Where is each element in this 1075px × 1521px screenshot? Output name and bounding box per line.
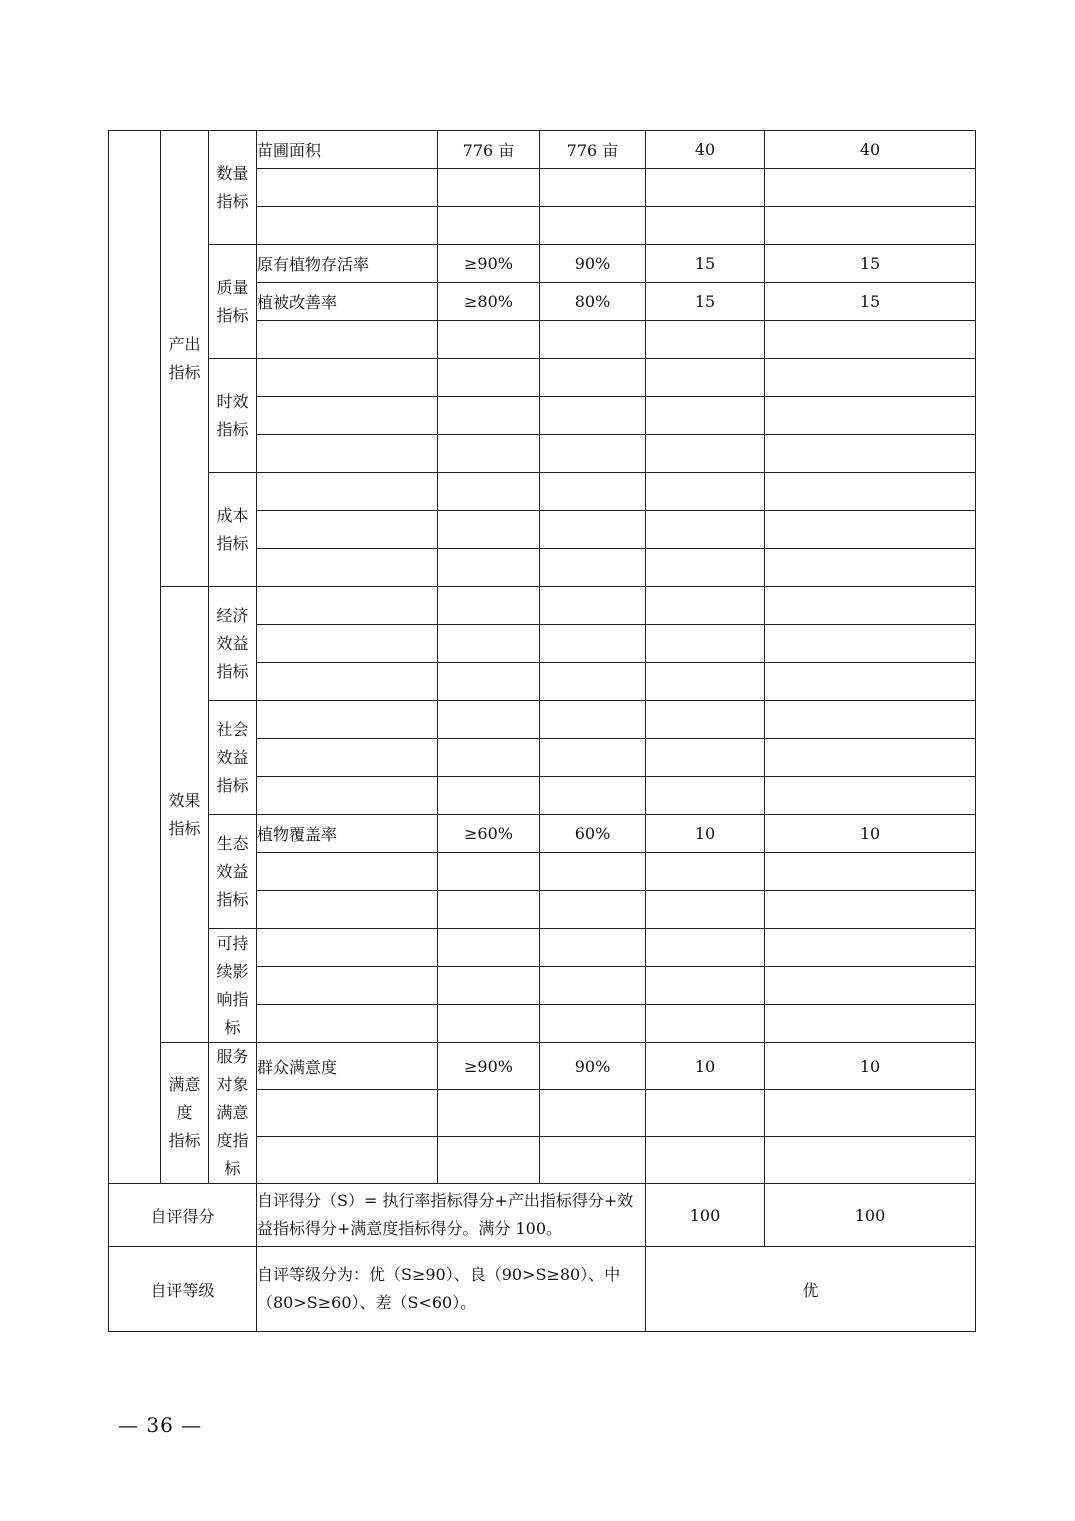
indicator-row: [109, 815, 976, 853]
indicator-name: 植物覆盖率: [257, 815, 438, 853]
score-value: [765, 1005, 976, 1043]
target-value: [438, 473, 540, 511]
weight-value: [646, 929, 765, 967]
score-value: [765, 663, 976, 701]
weight-value: [646, 777, 765, 815]
indicator-row: [109, 473, 976, 511]
self-score-value: 100: [765, 1184, 976, 1247]
actual-value: [540, 663, 646, 701]
weight-value: [646, 1090, 765, 1137]
indicator-row: [109, 701, 976, 739]
self-grade-description: 自评等级分为：优（S≥90）、良（90>S≥80）、中（80>S≥60）、差（S<60）。: [257, 1247, 646, 1332]
actual-value: [540, 359, 646, 397]
actual-value: [540, 967, 646, 1005]
level2-indicator-label: 时效 指标: [209, 359, 257, 473]
indicator-name: [257, 853, 438, 891]
self-grade-label: 自评等级: [109, 1247, 257, 1332]
indicator-row: [109, 1043, 976, 1090]
indicator-row: [109, 131, 976, 169]
score-value: [765, 625, 976, 663]
indicator-name: [257, 321, 438, 359]
target-value: [438, 701, 540, 739]
actual-value: [540, 321, 646, 359]
score-value: [765, 1137, 976, 1184]
self-grade-value: 优: [646, 1247, 976, 1332]
indicator-name: [257, 1005, 438, 1043]
target-value: [438, 777, 540, 815]
score-value: 10: [765, 1043, 976, 1090]
score-value: [765, 587, 976, 625]
target-value: [438, 321, 540, 359]
level1-indicator-label: 产出 指标: [161, 131, 209, 587]
actual-value: [540, 853, 646, 891]
level2-indicator-label: 质量 指标: [209, 245, 257, 359]
weight-value: [646, 891, 765, 929]
score-value: [765, 929, 976, 967]
indicator-name: [257, 967, 438, 1005]
weight-value: [646, 587, 765, 625]
actual-value: [540, 587, 646, 625]
score-value: [765, 777, 976, 815]
target-value: 776 亩: [438, 131, 540, 169]
indicator-name: [257, 169, 438, 207]
indicator-row: [109, 245, 976, 283]
level1-indicator-label: 效果 指标: [161, 587, 209, 1043]
target-value: [438, 625, 540, 663]
score-value: [765, 891, 976, 929]
page-number: — 36 —: [118, 1413, 203, 1437]
target-value: [438, 587, 540, 625]
category-spacer-cell: [109, 131, 161, 1184]
indicator-name: [257, 777, 438, 815]
score-value: [765, 473, 976, 511]
weight-value: [646, 625, 765, 663]
self-score-weight: 100: [646, 1184, 765, 1247]
actual-value: [540, 1137, 646, 1184]
score-value: [765, 739, 976, 777]
weight-value: [646, 473, 765, 511]
indicator-name: [257, 511, 438, 549]
actual-value: [540, 169, 646, 207]
actual-value: [540, 929, 646, 967]
actual-value: [540, 397, 646, 435]
indicator-name: [257, 701, 438, 739]
target-value: [438, 549, 540, 587]
target-value: [438, 967, 540, 1005]
weight-value: [646, 397, 765, 435]
weight-value: [646, 359, 765, 397]
score-value: [765, 549, 976, 587]
score-value: [765, 397, 976, 435]
weight-value: [646, 853, 765, 891]
weight-value: 15: [646, 245, 765, 283]
indicator-name: [257, 663, 438, 701]
target-value: ≥60%: [438, 815, 540, 853]
score-value: 15: [765, 245, 976, 283]
weight-value: [646, 1137, 765, 1184]
weight-value: [646, 511, 765, 549]
indicator-name: [257, 1137, 438, 1184]
target-value: [438, 1137, 540, 1184]
level2-indicator-label: 生态 效益 指标: [209, 815, 257, 929]
actual-value: [540, 435, 646, 473]
indicator-name: 原有植物存活率: [257, 245, 438, 283]
target-value: [438, 435, 540, 473]
level2-indicator-label: 可持 续影 响指 标: [209, 929, 257, 1043]
indicator-name: [257, 397, 438, 435]
indicator-name: 植被改善率: [257, 283, 438, 321]
performance-evaluation-table: [108, 130, 976, 1332]
score-value: 40: [765, 131, 976, 169]
level2-indicator-label: 数量 指标: [209, 131, 257, 245]
target-value: [438, 1005, 540, 1043]
weight-value: 40: [646, 131, 765, 169]
actual-value: [540, 549, 646, 587]
indicator-name: 群众满意度: [257, 1043, 438, 1090]
self-score-description: 自评得分（S）= 执行率指标得分+产出指标得分+效益指标得分+满意度指标得分。满分 100。: [257, 1184, 646, 1247]
target-value: ≥90%: [438, 1043, 540, 1090]
score-value: [765, 511, 976, 549]
score-value: [765, 321, 976, 359]
actual-value: [540, 625, 646, 663]
weight-value: [646, 739, 765, 777]
score-value: [765, 207, 976, 245]
indicator-row: [109, 587, 976, 625]
target-value: [438, 929, 540, 967]
weight-value: 15: [646, 283, 765, 321]
score-value: [765, 359, 976, 397]
actual-value: [540, 511, 646, 549]
score-value: [765, 853, 976, 891]
target-value: [438, 739, 540, 777]
indicator-name: [257, 435, 438, 473]
score-value: 15: [765, 283, 976, 321]
indicator-name: [257, 929, 438, 967]
actual-value: [540, 473, 646, 511]
level2-indicator-label: 社会 效益 指标: [209, 701, 257, 815]
target-value: [438, 359, 540, 397]
actual-value: 90%: [540, 1043, 646, 1090]
weight-value: [646, 169, 765, 207]
actual-value: [540, 1090, 646, 1137]
weight-value: [646, 321, 765, 359]
actual-value: [540, 777, 646, 815]
actual-value: [540, 739, 646, 777]
indicator-name: [257, 207, 438, 245]
indicator-row: [109, 929, 976, 967]
target-value: [438, 511, 540, 549]
actual-value: [540, 891, 646, 929]
weight-value: [646, 207, 765, 245]
actual-value: [540, 207, 646, 245]
actual-value: [540, 701, 646, 739]
weight-value: [646, 435, 765, 473]
level2-indicator-label: 服务 对象 满意 度指 标: [209, 1043, 257, 1184]
target-value: ≥80%: [438, 283, 540, 321]
level2-indicator-label: 成本 指标: [209, 473, 257, 587]
actual-value: [540, 1005, 646, 1043]
indicator-name: [257, 359, 438, 397]
level2-indicator-label: 经济 效益 指标: [209, 587, 257, 701]
indicator-name: [257, 739, 438, 777]
target-value: [438, 891, 540, 929]
weight-value: [646, 663, 765, 701]
self-grade-row: [109, 1247, 976, 1332]
indicator-name: [257, 549, 438, 587]
weight-value: 10: [646, 1043, 765, 1090]
score-value: [765, 435, 976, 473]
indicator-name: [257, 587, 438, 625]
actual-value: 60%: [540, 815, 646, 853]
indicator-name: [257, 891, 438, 929]
score-value: [765, 169, 976, 207]
target-value: [438, 663, 540, 701]
actual-value: 90%: [540, 245, 646, 283]
indicator-name: [257, 1090, 438, 1137]
actual-value: 776 亩: [540, 131, 646, 169]
weight-value: [646, 967, 765, 1005]
target-value: [438, 397, 540, 435]
self-score-label: 自评得分: [109, 1184, 257, 1247]
target-value: [438, 1090, 540, 1137]
indicator-name: 苗圃面积: [257, 131, 438, 169]
self-score-row: [109, 1184, 976, 1247]
weight-value: 10: [646, 815, 765, 853]
indicator-name: [257, 625, 438, 663]
level1-indicator-label: 满意 度 指标: [161, 1043, 209, 1184]
weight-value: [646, 701, 765, 739]
indicator-name: [257, 473, 438, 511]
indicator-row: [109, 359, 976, 397]
score-value: [765, 1090, 976, 1137]
score-value: [765, 967, 976, 1005]
target-value: ≥90%: [438, 245, 540, 283]
weight-value: [646, 1005, 765, 1043]
score-value: 10: [765, 815, 976, 853]
target-value: [438, 207, 540, 245]
weight-value: [646, 549, 765, 587]
target-value: [438, 853, 540, 891]
score-value: [765, 701, 976, 739]
actual-value: 80%: [540, 283, 646, 321]
target-value: [438, 169, 540, 207]
